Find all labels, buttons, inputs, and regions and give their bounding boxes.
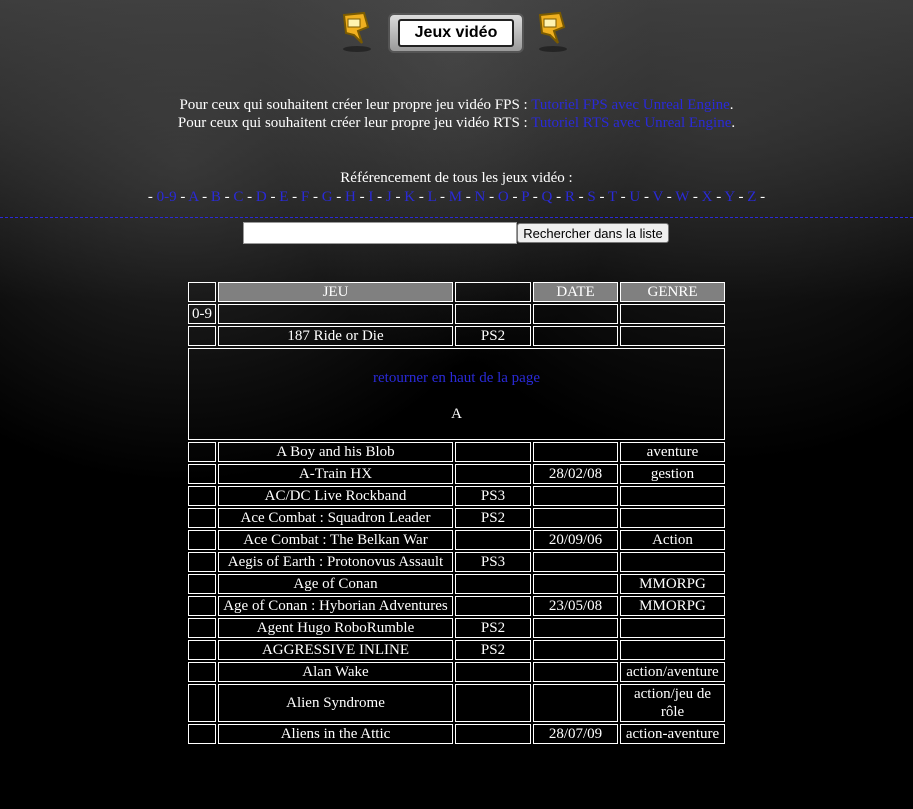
- column-header-blank: [188, 282, 216, 302]
- letter-separator: -: [224, 189, 230, 205]
- letter-separator: -: [180, 189, 186, 205]
- release-date-cell: [533, 574, 618, 594]
- game-title-cell: Ace Combat : Squadron Leader: [218, 508, 453, 528]
- row-marker-cell: [188, 596, 216, 616]
- page-banner: [0, 6, 913, 56]
- empty-cell: [533, 304, 618, 324]
- letter-separator: -: [377, 189, 383, 205]
- release-date-cell: [533, 552, 618, 572]
- platform-cell: PS2: [455, 326, 531, 346]
- fps-tutorial-link[interactable]: Tutoriel FPS avec Unreal Engine: [531, 97, 730, 113]
- platform-cell: PS3: [455, 552, 531, 572]
- row-marker-cell: [188, 508, 216, 528]
- letter-separator: -: [359, 189, 365, 205]
- release-date-cell: [533, 662, 618, 682]
- genre-cell: action/jeu de rôle: [620, 684, 725, 722]
- letter-link-j[interactable]: J: [385, 189, 392, 205]
- letter-link-q[interactable]: Q: [541, 189, 553, 205]
- row-marker-cell: [188, 684, 216, 722]
- letter-separator: -: [512, 189, 518, 205]
- letter-separator: -: [578, 189, 584, 205]
- release-date-cell: 28/02/08: [533, 464, 618, 484]
- letter-separator: -: [312, 189, 318, 205]
- game-title-cell: A Boy and his Blob: [218, 442, 453, 462]
- column-header-game: JEU: [218, 282, 453, 302]
- platform-cell: [455, 574, 531, 594]
- game-title-cell: Age of Conan: [218, 574, 453, 594]
- empty-cell: [455, 304, 531, 324]
- letter-link-l[interactable]: L: [427, 189, 437, 205]
- letter-separator: -: [620, 189, 626, 205]
- rts-tutorial-line: [0, 114, 913, 132]
- table-row: [188, 640, 725, 660]
- row-marker-cell: [188, 442, 216, 462]
- release-date-cell: 28/07/09: [533, 724, 618, 744]
- release-date-cell: [533, 618, 618, 638]
- index-title: Référencement de tous les jeux vidéo :: [340, 170, 573, 186]
- letter-separator: -: [395, 189, 401, 205]
- letter-link-p[interactable]: P: [521, 189, 530, 205]
- divider: [0, 217, 913, 218]
- table-row: [188, 596, 725, 616]
- table-row: [188, 508, 725, 528]
- letter-separator: -: [418, 189, 424, 205]
- letter-separator: -: [716, 189, 722, 205]
- platform-cell: PS2: [455, 640, 531, 660]
- row-marker-cell: [188, 724, 216, 744]
- table-row: [188, 618, 725, 638]
- rts-tutorial-link[interactable]: Tutoriel RTS avec Unreal Engine: [531, 115, 732, 131]
- letter-link-h[interactable]: H: [345, 189, 356, 205]
- letter-link-x[interactable]: X: [701, 189, 713, 205]
- letter-link-o[interactable]: O: [497, 189, 509, 205]
- column-header-date: DATE: [533, 282, 618, 302]
- platform-cell: [455, 684, 531, 722]
- genre-cell: [620, 640, 725, 660]
- row-marker-cell: [188, 662, 216, 682]
- back-to-top-link[interactable]: retourner en haut de la page: [373, 370, 540, 386]
- letter-link-d[interactable]: D: [255, 189, 267, 205]
- letter-link-z[interactable]: Z: [747, 189, 757, 205]
- letter-separator: -: [760, 189, 766, 205]
- game-title-cell: AC/DC Live Rockband: [218, 486, 453, 506]
- section-row-0-9: [188, 304, 725, 324]
- platform-cell: [455, 724, 531, 744]
- row-marker-cell: [188, 486, 216, 506]
- release-date-cell: [533, 684, 618, 722]
- platform-cell: [455, 596, 531, 616]
- row-marker-cell: [188, 552, 216, 572]
- letter-separator: -: [489, 189, 495, 205]
- row-marker-cell: [188, 326, 216, 346]
- genre-cell: gestion: [620, 464, 725, 484]
- section-label: 0-9: [188, 304, 216, 324]
- letter-separator: -: [465, 189, 471, 205]
- column-header-platform: [455, 282, 531, 302]
- release-date-cell: [533, 326, 618, 346]
- search-button[interactable]: Rechercher dans la liste: [517, 223, 669, 243]
- platform-cell: PS2: [455, 618, 531, 638]
- letter-link-i[interactable]: I: [368, 189, 374, 205]
- genre-cell: [620, 552, 725, 572]
- release-date-cell: 23/05/08: [533, 596, 618, 616]
- game-title-cell: Alien Syndrome: [218, 684, 453, 722]
- table-row: [188, 662, 725, 682]
- alphabet-index: [0, 169, 913, 207]
- letter-separator: -: [643, 189, 649, 205]
- release-date-cell: [533, 640, 618, 660]
- game-title-cell: Age of Conan : Hyborian Adventures: [218, 596, 453, 616]
- letter-separator: -: [692, 189, 698, 205]
- letter-separator: -: [247, 189, 253, 205]
- row-marker-cell: [188, 464, 216, 484]
- empty-cell: [620, 304, 725, 324]
- letter-link-t[interactable]: T: [607, 189, 617, 205]
- letter-separator: -: [532, 189, 538, 205]
- game-title-cell: Aegis of Earth : Protonovus Assault: [218, 552, 453, 572]
- genre-cell: [620, 618, 725, 638]
- chat-bubble-icon: [338, 9, 376, 53]
- genre-cell: action-aventure: [620, 724, 725, 744]
- table-header-row: [188, 282, 725, 302]
- fps-tutorial-line: [0, 96, 913, 114]
- letter-link-0-9[interactable]: 0-9: [156, 189, 177, 205]
- letter-separator: -: [147, 189, 153, 205]
- letter-link-w[interactable]: W: [675, 189, 690, 205]
- game-title-cell: Ace Combat : The Belkan War: [218, 530, 453, 550]
- table-row: [188, 574, 725, 594]
- column-header-genre: GENRE: [620, 282, 725, 302]
- search-input[interactable]: [243, 222, 517, 244]
- release-date-cell: [533, 486, 618, 506]
- platform-cell: [455, 442, 531, 462]
- section-label: A: [451, 406, 462, 422]
- release-date-cell: 20/09/06: [533, 530, 618, 550]
- letter-link-a[interactable]: A: [188, 189, 199, 205]
- table-row: [188, 486, 725, 506]
- letter-separator: -: [202, 189, 208, 205]
- empty-cell: [218, 304, 453, 324]
- letter-separator: -: [270, 189, 276, 205]
- genre-cell: Action: [620, 530, 725, 550]
- letter-separator: -: [336, 189, 342, 205]
- genre-cell: MMORPG: [620, 596, 725, 616]
- letter-separator: -: [292, 189, 298, 205]
- letter-separator: -: [439, 189, 445, 205]
- platform-cell: PS2: [455, 508, 531, 528]
- game-title-cell: 187 Ride or Die: [218, 326, 453, 346]
- letter-link-f[interactable]: F: [300, 189, 310, 205]
- release-date-cell: [533, 442, 618, 462]
- release-date-cell: [533, 508, 618, 528]
- letter-links: [0, 188, 913, 207]
- table-row: [188, 724, 725, 744]
- table-row: [188, 326, 725, 346]
- game-title-cell: Aliens in the Attic: [218, 724, 453, 744]
- row-marker-cell: [188, 640, 216, 660]
- rts-tutorial-text: Pour ceux qui souhaitent créer leur propre jeu vidéo RTS :: [177, 115, 528, 131]
- platform-cell: [455, 464, 531, 484]
- row-marker-cell: [188, 530, 216, 550]
- table-row: [188, 552, 725, 572]
- game-title-cell: A-Train HX: [218, 464, 453, 484]
- platform-cell: [455, 530, 531, 550]
- table-row: [188, 442, 725, 462]
- letter-link-n[interactable]: N: [474, 189, 486, 205]
- genre-cell: [620, 508, 725, 528]
- games-table: [186, 280, 727, 746]
- letter-link-v[interactable]: V: [652, 189, 663, 205]
- page-title: Jeux vidéo: [398, 19, 514, 47]
- letter-separator: -: [666, 189, 672, 205]
- genre-cell: [620, 486, 725, 506]
- letter-separator: -: [556, 189, 562, 205]
- period: .: [731, 115, 736, 131]
- table-row: [188, 464, 725, 484]
- row-marker-cell: [188, 618, 216, 638]
- letter-link-k[interactable]: K: [404, 189, 416, 205]
- genre-cell: action/aventure: [620, 662, 725, 682]
- tutorials-section: [0, 96, 913, 132]
- period: .: [729, 97, 734, 113]
- row-marker-cell: [188, 574, 216, 594]
- table-row: [188, 530, 725, 550]
- fps-tutorial-text: Pour ceux qui souhaitent créer leur propre jeu vidéo FPS :: [179, 97, 528, 113]
- game-title-cell: Alan Wake: [218, 662, 453, 682]
- platform-cell: PS3: [455, 486, 531, 506]
- letter-separator: -: [738, 189, 744, 205]
- letter-separator: -: [599, 189, 605, 205]
- letter-link-b[interactable]: B: [210, 189, 221, 205]
- table-row: [188, 684, 725, 722]
- chat-bubble-icon: [534, 9, 572, 53]
- section-divider-cell: [188, 348, 725, 440]
- page-title-box: [388, 13, 524, 53]
- letter-link-e[interactable]: E: [279, 189, 289, 205]
- game-title-cell: AGGRESSIVE INLINE: [218, 640, 453, 660]
- letter-link-g[interactable]: G: [321, 189, 333, 205]
- game-title-cell: Agent Hugo RoboRumble: [218, 618, 453, 638]
- letter-link-m[interactable]: M: [448, 189, 463, 205]
- letter-link-r[interactable]: R: [564, 189, 575, 205]
- genre-cell: MMORPG: [620, 574, 725, 594]
- platform-cell: [455, 662, 531, 682]
- letter-link-u[interactable]: U: [629, 189, 641, 205]
- genre-cell: [620, 326, 725, 346]
- letter-link-c[interactable]: C: [233, 189, 244, 205]
- section-row-a: [188, 348, 725, 440]
- letter-link-s[interactable]: S: [587, 189, 596, 205]
- letter-link-y[interactable]: Y: [724, 189, 735, 205]
- genre-cell: aventure: [620, 442, 725, 462]
